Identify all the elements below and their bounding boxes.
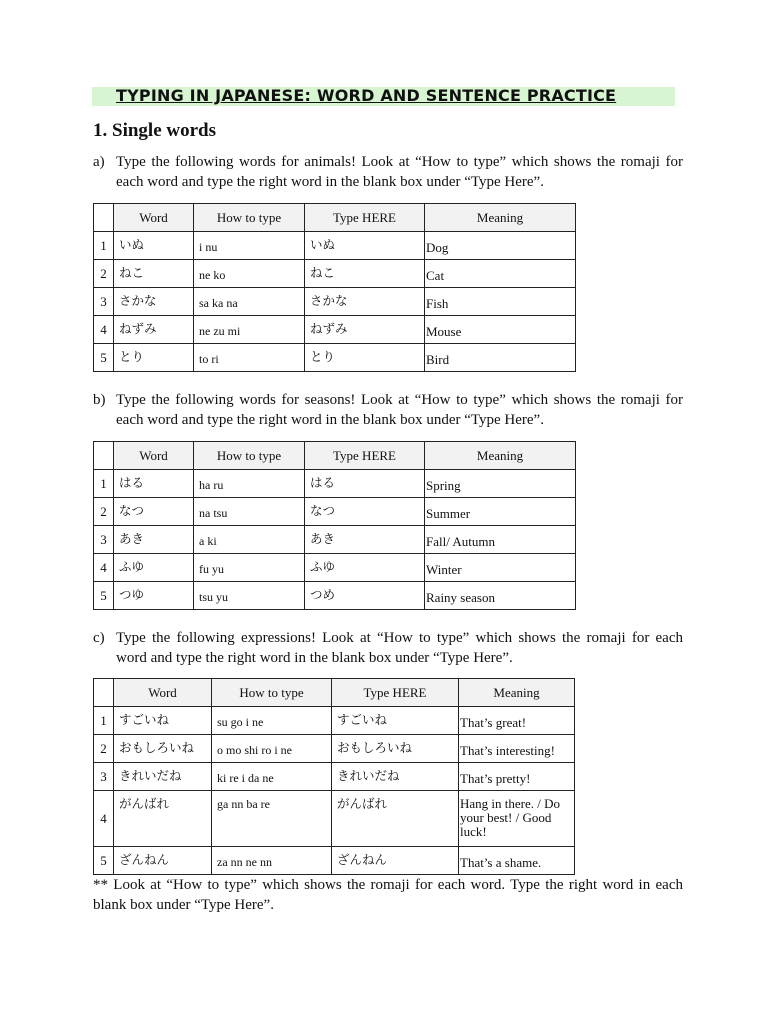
table-row <box>94 791 575 847</box>
romaji-cell: i nu <box>194 232 305 260</box>
row-number: 5 <box>94 847 114 875</box>
type-here-cell[interactable]: ねこ <box>305 260 425 288</box>
instruction-b <box>93 391 683 430</box>
type-here-cell[interactable]: すごいね <box>332 707 459 735</box>
meaning-cell: That’s interesting! <box>459 735 575 763</box>
romaji-cell: na tsu <box>194 498 305 526</box>
instruction-a-marker: a) <box>93 154 105 170</box>
table-row <box>94 232 576 260</box>
footnote: ** Look at “How to type” which shows the romaji for each word. Type the right word in each blank box under “Type Here”. <box>93 877 683 913</box>
table-row <box>94 554 576 582</box>
romaji-cell: ga nn ba re <box>212 791 332 847</box>
instruction-b-marker: b) <box>93 392 106 408</box>
header-corner <box>94 442 114 470</box>
row-number: 3 <box>94 288 114 316</box>
table-row <box>94 344 576 372</box>
type-here-cell[interactable]: いぬ <box>305 232 425 260</box>
romaji-cell: su go i ne <box>212 707 332 735</box>
row-number: 5 <box>94 582 114 610</box>
meaning-cell: Rainy season <box>425 582 576 610</box>
table-row <box>94 847 575 875</box>
row-number: 5 <box>94 344 114 372</box>
type-here-cell[interactable]: はる <box>305 470 425 498</box>
header-type-here: Type HERE <box>332 679 459 707</box>
row-number: 1 <box>94 470 114 498</box>
table-row <box>94 470 576 498</box>
meaning-cell: Spring <box>425 470 576 498</box>
word-cell: がんばれ <box>114 791 212 847</box>
meaning-cell: That’s pretty! <box>459 763 575 791</box>
type-here-cell[interactable]: なつ <box>305 498 425 526</box>
meaning-cell: Winter <box>425 554 576 582</box>
romaji-cell: to ri <box>194 344 305 372</box>
header-how-to-type: How to type <box>194 442 305 470</box>
type-here-cell[interactable]: ざんねん <box>332 847 459 875</box>
meaning-cell: Fish <box>425 288 576 316</box>
romaji-cell: a ki <box>194 526 305 554</box>
type-here-cell[interactable]: あき <box>305 526 425 554</box>
table-row <box>94 316 576 344</box>
romaji-cell: sa ka na <box>194 288 305 316</box>
word-cell: ざんねん <box>114 847 212 875</box>
table-row <box>94 498 576 526</box>
header-word: Word <box>114 204 194 232</box>
table-header-row <box>94 442 576 470</box>
meaning-cell: Mouse <box>425 316 576 344</box>
table-header-row <box>94 679 575 707</box>
expressions-table <box>93 678 575 875</box>
romaji-cell: tsu yu <box>194 582 305 610</box>
word-cell: とり <box>114 344 194 372</box>
type-here-cell[interactable]: きれいだね <box>332 763 459 791</box>
romaji-cell: ne ko <box>194 260 305 288</box>
seasons-table <box>93 441 576 610</box>
header-how-to-type: How to type <box>194 204 305 232</box>
romaji-cell: za nn ne nn <box>212 847 332 875</box>
type-here-cell[interactable]: さかな <box>305 288 425 316</box>
header-word: Word <box>114 679 212 707</box>
romaji-cell: ha ru <box>194 470 305 498</box>
word-cell: きれいだね <box>114 763 212 791</box>
meaning-cell: That’s a shame. <box>459 847 575 875</box>
row-number: 2 <box>94 735 114 763</box>
header-type-here: Type HERE <box>305 204 425 232</box>
row-number: 1 <box>94 232 114 260</box>
meaning-cell: Hang in there. / Do your best! / Good luck! <box>459 791 575 847</box>
animals-table <box>93 203 576 372</box>
word-cell: ふゆ <box>114 554 194 582</box>
page-title: TYPING IN JAPANESE: WORD AND SENTENCE PRACTICE <box>116 86 617 105</box>
row-number: 4 <box>94 791 114 847</box>
type-here-cell[interactable]: ふゆ <box>305 554 425 582</box>
word-cell: おもしろいね <box>114 735 212 763</box>
table-row <box>94 288 576 316</box>
word-cell: いぬ <box>114 232 194 260</box>
meaning-cell: Fall/ Autumn <box>425 526 576 554</box>
table-header-row <box>94 204 576 232</box>
word-cell: あき <box>114 526 194 554</box>
table-row <box>94 526 576 554</box>
type-here-cell[interactable]: おもしろいね <box>332 735 459 763</box>
word-cell: はる <box>114 470 194 498</box>
header-word: Word <box>114 442 194 470</box>
table-row <box>94 582 576 610</box>
row-number: 3 <box>94 763 114 791</box>
meaning-cell: Cat <box>425 260 576 288</box>
header-type-here: Type HERE <box>305 442 425 470</box>
header-how-to-type: How to type <box>212 679 332 707</box>
instruction-a <box>93 153 683 192</box>
meaning-cell: Bird <box>425 344 576 372</box>
instruction-c-text: Type the following expressions! Look at “How to type” which shows the romaji for each word and type the right word in the blank box under “Type Here”. <box>116 630 683 666</box>
meaning-cell: Summer <box>425 498 576 526</box>
type-here-cell[interactable]: がんばれ <box>332 791 459 847</box>
instruction-b-text: Type the following words for seasons! Look at “How to type” which shows the romaji for each word and type the right word in the blank box under “Type Here”. <box>116 392 683 428</box>
instruction-c <box>93 629 683 668</box>
row-number: 2 <box>94 260 114 288</box>
header-meaning: Meaning <box>425 442 576 470</box>
romaji-cell: ki re i da ne <box>212 763 332 791</box>
table-row <box>94 735 575 763</box>
header-corner <box>94 679 114 707</box>
table-row <box>94 260 576 288</box>
word-cell: ねずみ <box>114 316 194 344</box>
instruction-c-marker: c) <box>93 630 105 646</box>
type-here-cell[interactable]: とり <box>305 344 425 372</box>
romaji-cell: fu yu <box>194 554 305 582</box>
header-meaning: Meaning <box>459 679 575 707</box>
word-cell: すごいね <box>114 707 212 735</box>
row-number: 4 <box>94 316 114 344</box>
row-number: 1 <box>94 707 114 735</box>
romaji-cell: ne zu mi <box>194 316 305 344</box>
word-cell: なつ <box>114 498 194 526</box>
row-number: 2 <box>94 498 114 526</box>
section-heading: 1. Single words <box>93 120 216 141</box>
header-corner <box>94 204 114 232</box>
table-row <box>94 763 575 791</box>
row-number: 3 <box>94 526 114 554</box>
table-row <box>94 707 575 735</box>
meaning-cell: That’s great! <box>459 707 575 735</box>
instruction-a-text: Type the following words for animals! Look at “How to type” which shows the romaji for each word and type the right word in the blank box under “Type Here”. <box>116 154 683 190</box>
word-cell: ねこ <box>114 260 194 288</box>
meaning-cell: Dog <box>425 232 576 260</box>
row-number: 4 <box>94 554 114 582</box>
word-cell: つゆ <box>114 582 194 610</box>
romaji-cell: o mo shi ro i ne <box>212 735 332 763</box>
header-meaning: Meaning <box>425 204 576 232</box>
type-here-cell[interactable]: つめ <box>305 582 425 610</box>
type-here-cell[interactable]: ねずみ <box>305 316 425 344</box>
word-cell: さかな <box>114 288 194 316</box>
